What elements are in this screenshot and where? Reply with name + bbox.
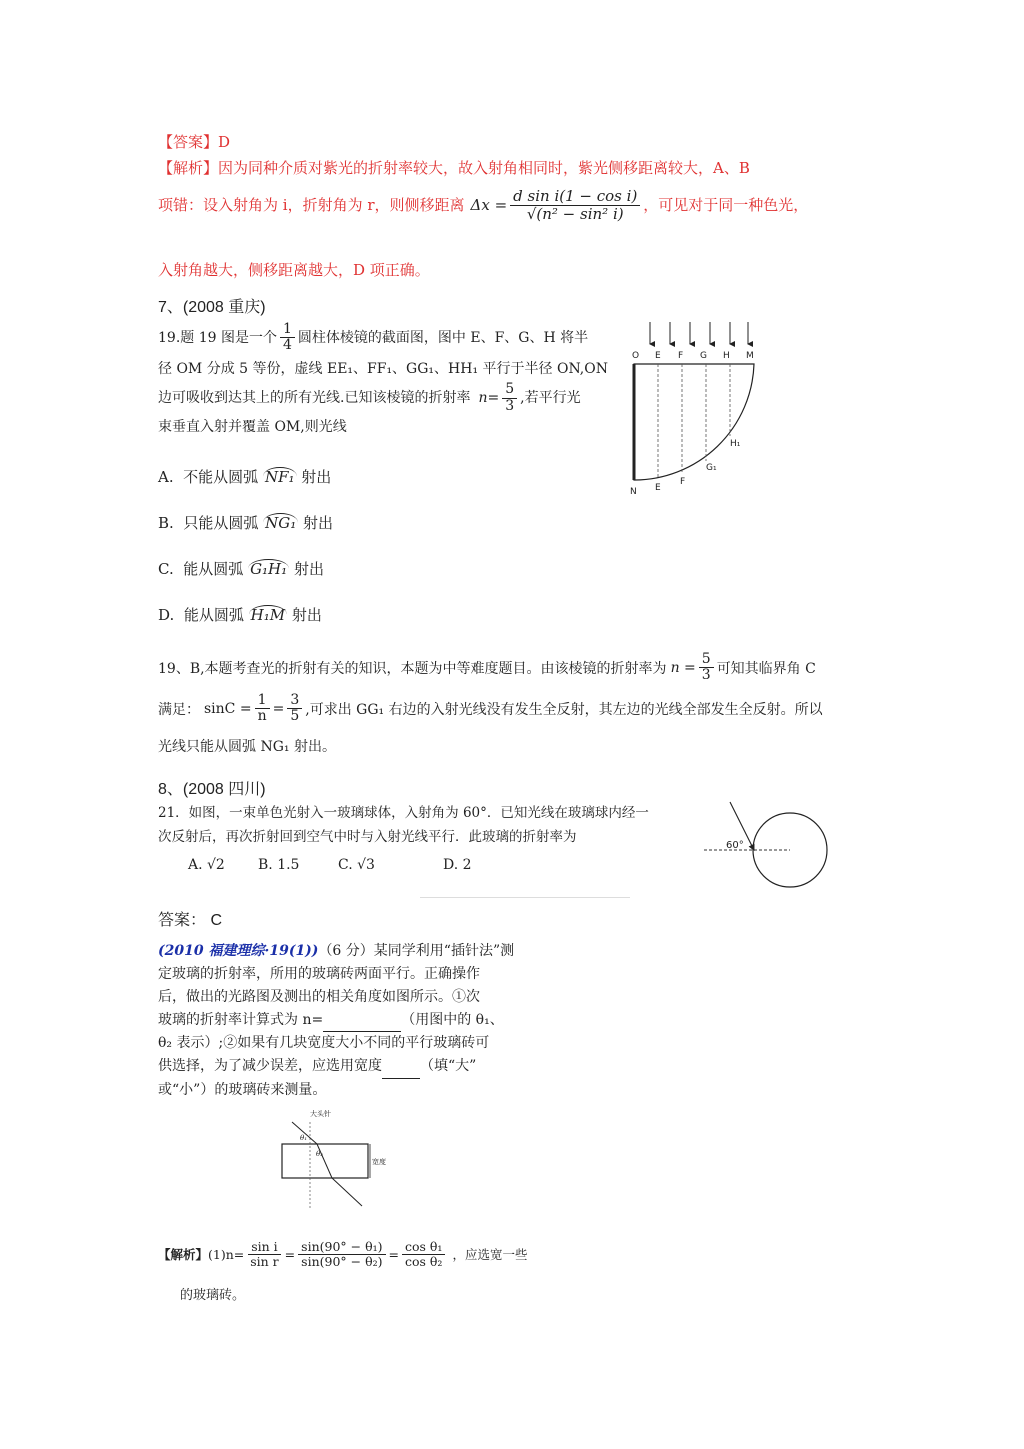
q7-solution-line3: 光线只能从圆弧 NG₁ 射出。 xyxy=(158,739,336,755)
q9-stem: (2010 福建理综·19(1))（6 分）某同学利用“插针法”测 定玻璃的折射率，所用的玻璃砖两面平行。正确操作 后，做出的光路图及测出的相关角度如图所示。①次 玻璃的折射率计算式为 n= （用图中的 θ₁、 θ₂ 表示）;②如果有几块宽度大小不同的平行玻璃砖可 供选择，为了减少误差，应选用宽度 （填“大” 或“小”）的玻璃砖来测量。 xyxy=(158,943,515,1098)
label-f1: F xyxy=(680,477,686,487)
quarter-fraction: $\frac{1}{4}$ xyxy=(280,322,295,354)
glass-sphere-figure xyxy=(700,800,840,892)
exit-ray xyxy=(332,1178,362,1206)
q8-options xyxy=(188,857,472,873)
analysis-label: 【解析】 xyxy=(158,159,219,177)
answer-value: D xyxy=(218,133,231,151)
q9-solution-line2: 的玻璃砖。 xyxy=(180,1288,246,1303)
source-tag[interactable]: (2010 福建理综·19(1)) xyxy=(158,943,319,959)
theta1-label: θ₁ xyxy=(300,1134,308,1142)
q7-solution-line1: 19、B,本题考查光的折射有关的知识，本题为中等难度题目。由该棱镜的折射率为 n = $\frac{5}{3}$ 可知其临界角 C xyxy=(158,651,816,684)
prev-analysis-line3: 入射角越大，侧移距离越大，D 项正确。 xyxy=(158,261,430,279)
sinc-fraction-2: $\frac{3}{5}$ xyxy=(287,693,302,725)
q7-stem: 19.题 19 图是一个 $\frac{1}{4}$ 圆柱体棱镜的截面图，图中 E、F、G、H 将半 径 OM 分成 5 等份，虚线 EE₁、FF₁、GG₁、HH₁ 平行于半径 ON,ON 边可吸收到达其上的所有光线.已知该棱镜的折射率 n= $\frac{5}{3}$ ,若平行光 束垂直入射并覆盖 OM,则光线 xyxy=(158,321,608,436)
q8-heading: 8、(2008 四川) xyxy=(158,781,266,798)
theta2-label: θ₂ xyxy=(316,1150,324,1158)
q7-option-c: C. 能从圆弧 G₁H₁ 射出 xyxy=(158,560,324,578)
q9-solution-line1: 【解析】 (1)n= $\frac{\text{sin i}}{\text{sin r}}$ = $\frac{\text{sin(90° − θ₁)}}{\text{sin(90° − θ₂)}}$ = $\frac{\text{cos θ₁}}{\text{cos θ₂}}$ ，应选宽一些 xyxy=(158,1239,528,1269)
q8-option-a: A. √2 xyxy=(188,857,225,873)
shift-formula xyxy=(510,188,640,222)
answer-blank-2[interactable] xyxy=(382,1062,420,1079)
angle-label: 60° xyxy=(726,840,744,851)
incident-arrows xyxy=(650,322,748,344)
analysis-text-2b: ，可见对于同一种色光， xyxy=(643,195,809,214)
formula-denominator: √(n² − sin² i) xyxy=(526,204,624,223)
arc-label: NG₁ xyxy=(265,514,297,532)
arc-label: NF₁ xyxy=(264,468,295,486)
q7-heading: 7、(2008 重庆) xyxy=(158,299,266,316)
q8-option-b: B. 1.5 xyxy=(258,857,300,873)
arc-label: G₁H₁ xyxy=(250,560,288,578)
q8-stem: 21．如图，一束单色光射入一玻璃球体，入射角为 60°．已知光线在玻璃球内经一 次反射后，再次折射回到空气中时与入射光线平行．此玻璃的折射率为 xyxy=(158,805,649,845)
arc-label: H₁M xyxy=(250,606,286,624)
width-label: 宽度 xyxy=(372,1158,386,1166)
quarter-prism-figure xyxy=(622,318,772,500)
sol-fraction-1: $\frac{\text{sin i}}{\text{sin r}}$ xyxy=(247,1240,281,1269)
label-n: N xyxy=(630,487,637,497)
label-m: M xyxy=(746,351,754,361)
label-h: H xyxy=(723,351,730,361)
formula-numerator: d sin i(1 − cos i) xyxy=(510,188,640,206)
answer-label: 【答案】 xyxy=(158,133,219,151)
prev-answer-line xyxy=(158,128,230,157)
analysis-text-1: 因为同种介质对紫光的折射率较大，故入射角相同时，紫光侧移距离较大，A、B xyxy=(218,159,750,177)
q8-option-c: C. √3 xyxy=(338,857,375,873)
q8-option-d: D. 2 xyxy=(443,857,472,873)
prev-analysis-line2 xyxy=(158,188,878,222)
label-g: G xyxy=(700,351,707,361)
label-f: F xyxy=(678,351,684,361)
q7-solution-line2: 满足： sinC = $\frac{1}{n}$ = $\frac{3}{5}$ ,可求出 GG₁ 右边的入射光线没有发生全反射，其左边的光线全部发生全反射。所以 xyxy=(158,692,823,725)
refractive-index-fraction: $\frac{5}{3}$ xyxy=(502,382,517,414)
label-e: E xyxy=(655,351,661,361)
sol-n-fraction: $\frac{5}{3}$ xyxy=(699,652,714,684)
dashed-rays xyxy=(658,364,730,478)
q7-option-b: B. 只能从圆弧 NG₁ 射出 xyxy=(158,514,334,532)
sinc-fraction-1: $\frac{1}{n}$ xyxy=(255,693,270,725)
sol-fraction-2: $\frac{\text{sin(90° − θ₁)}}{\text{sin(90° − θ₂)}}$ xyxy=(298,1240,385,1269)
pin-label: 大头针 xyxy=(310,1110,331,1118)
label-e1: E xyxy=(655,483,661,493)
analysis-text-2a: 项错：设入射角为 i，折射角为 r，则侧移距离 xyxy=(158,195,465,214)
label-h1: H₁ xyxy=(730,439,741,449)
prism-outline xyxy=(634,364,754,480)
sol-fraction-3: $\frac{\text{cos θ₁}}{\text{cos θ₂}}$ xyxy=(402,1240,445,1269)
formula-lhs: Δx = xyxy=(470,195,508,214)
answer-blank-1[interactable] xyxy=(323,1015,401,1032)
q7-option-a: A. 不能从圆弧 NF₁ 射出 xyxy=(158,468,332,486)
q8-answer: 答案： C xyxy=(158,912,223,929)
glass-block-figure xyxy=(270,1108,400,1212)
q7-option-d: D. 能从圆弧 H₁M 射出 xyxy=(158,606,322,624)
section-divider xyxy=(420,897,630,898)
label-g1: G₁ xyxy=(706,463,717,473)
prev-analysis-line1 xyxy=(158,154,878,183)
label-o: O xyxy=(632,351,640,361)
